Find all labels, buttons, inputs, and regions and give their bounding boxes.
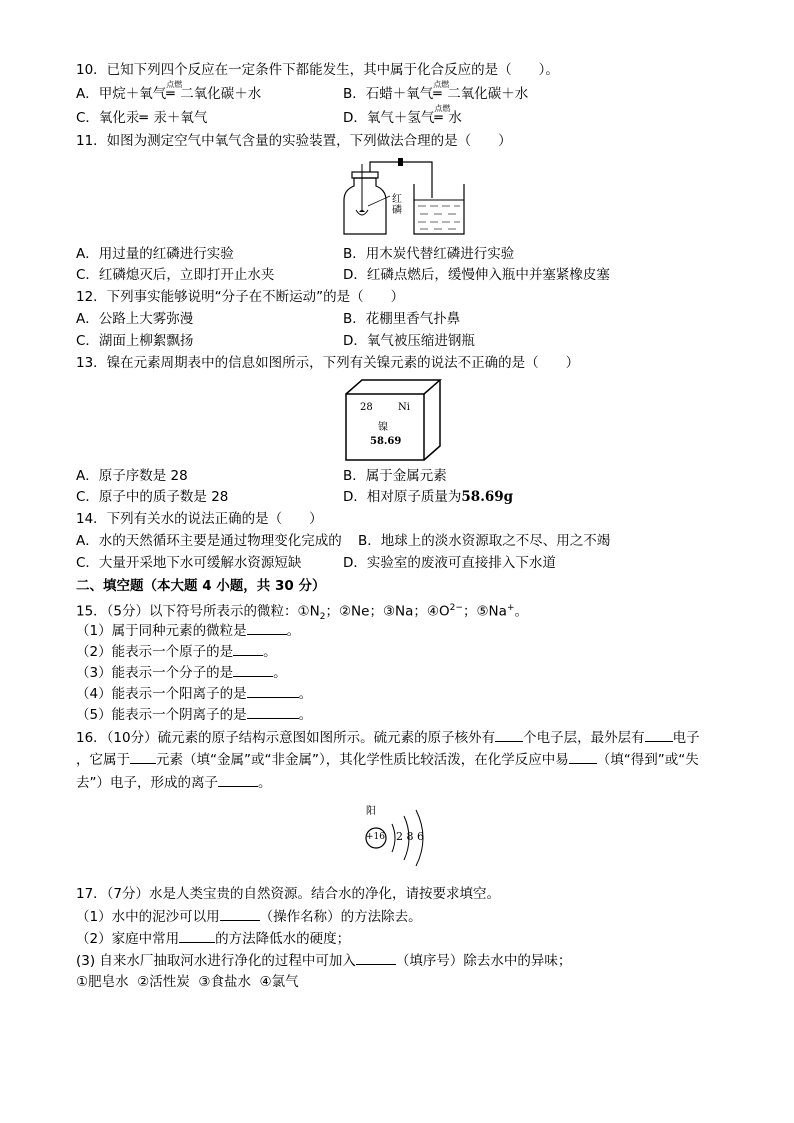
nucleus-charge: +16 (366, 832, 385, 842)
q10-option-d: D．氧气＋氢气 点燃 ═ 水 (343, 104, 462, 126)
q15-sub5: （5）能表示一个阴离子的是 。 (76, 704, 312, 725)
red-phosphorus-label: 红磷 (392, 194, 402, 216)
q16-line3: 去”）电子，形成的离子 。 (76, 772, 272, 793)
section-title: 二、填空题（本大题 4 小题，共 30 分） (76, 578, 326, 594)
answer-blank[interactable] (233, 641, 263, 656)
q14-option-c: C．大量开采地下水可缓解水资源短缺 (76, 555, 302, 571)
q12-stem: 12．下列事实能够说明“分子在不断运动”的是（ ） (76, 289, 405, 305)
q11-option-a: A．用过量的红磷进行实验 (76, 246, 234, 262)
element-symbol: Ni (398, 402, 410, 413)
q15-stem: 15．（5分）以下符号所表示的微粒：$①N_2$；②Ne；③Na；$④O^{2-}$；⑤Na+。 (76, 603, 528, 623)
q14-option-a: A．水的天然循环主要是通过物理变化完成的 (76, 533, 342, 549)
reaction-arrow-icon: 点燃 ═ (166, 80, 183, 102)
q13-option-d: D．相对原子质量为58.69g (343, 489, 514, 505)
q17-sub2: （2）家庭中常用 的方法降低水的硬度； (76, 928, 350, 949)
q10-option-b: B．石蜡＋氧气 点燃 ═ 二氧化碳＋水 (343, 80, 529, 102)
answer-blank[interactable] (179, 928, 215, 943)
q10-option-a: A．甲烷＋氧气 点燃 ═ 二氧化碳＋水 (76, 80, 262, 102)
answer-blank[interactable] (356, 950, 396, 965)
q12-option-d: D．氧气被压缩进钢瓶 (343, 333, 475, 349)
reaction-arrow-icon: 点燃 ═ (433, 80, 450, 102)
q10-option-c: C．氧化汞═ 汞＋氧气 (76, 110, 208, 126)
q15-sub1: （1）属于同种元素的微粒是 。 (76, 620, 300, 641)
atomic-mass: 58.69 (370, 436, 402, 447)
q17-sub1: （1）水中的泥沙可以用 （操作名称）的方法除去。 (76, 906, 422, 927)
q12-option-c: C．湖面上柳絮飘扬 (76, 333, 194, 349)
oxygen-measurement-apparatus-figure (340, 158, 470, 238)
answer-blank[interactable] (645, 727, 673, 742)
q16-line2: ，它属于 元素（填“金属”或“非金属”），其化学性质比较活泼，在化学反应中易 （填“得到”或“失 (76, 749, 699, 770)
q17-options: ①肥皂水 ②活性炭 ③食盐水 ④氯气 (76, 974, 299, 990)
q11-option-c: C．红磷熄灭后，立即打开止水夹 (76, 267, 275, 283)
q14-option-d: D．实验室的废液可直接排入下水道 (343, 555, 556, 571)
answer-blank[interactable] (130, 749, 156, 764)
q11-stem: 11．如图为测定空气中氧气含量的实验装置，下列做法合理的是（ ） (76, 133, 512, 149)
q17-sub3: (3) 自来水厂抽取河水进行净化的过程中可加入 （填序号）除去水中的异味； (76, 950, 571, 971)
q10-stem: 10．已知下列四个反应在一定条件下都能发生，其中属于化合反应的是（ ）。 (76, 62, 559, 78)
q12-option-b: B．花棚里香气扑鼻 (343, 311, 461, 327)
answer-blank[interactable] (569, 749, 597, 764)
q12-option-a: A．公路上大雾弥漫 (76, 311, 194, 327)
q13-option-b: B．属于金属元素 (343, 468, 447, 484)
answer-blank[interactable] (247, 620, 287, 635)
q15-sub3: （3）能表示一个分子的是 。 (76, 662, 287, 683)
reaction-arrow-icon: ═ (139, 110, 148, 126)
q13-stem: 13．镍在元素周期表中的信息如图所示，下列有关镍元素的说法不正确的是（ ） (76, 355, 580, 371)
q11-option-d: D．红磷点燃后，缓慢伸入瓶中并塞紧橡皮塞 (343, 267, 610, 283)
q17-stem: 17．（7分）水是人类宝贵的自然资源。结合水的净化，请按要求填空。 (76, 886, 501, 902)
answer-blank[interactable] (220, 906, 260, 921)
q13-option-c: C．原子中的质子数是 28 (76, 489, 229, 505)
electron-shells: 2 8 6 (396, 830, 424, 843)
q15-sub2: （2）能表示一个原子的是 。 (76, 641, 277, 662)
q14-option-b: B．地球上的淡水资源取之不尽、用之不竭 (358, 533, 611, 549)
q16-line1: 16．（10分）硫元素的原子结构示意图如图所示。硫元素的原子核外有 个电子层，最外层有 电子 (76, 727, 700, 748)
answer-blank[interactable] (495, 727, 523, 742)
reaction-arrow-icon: 点燃 ═ (434, 104, 451, 126)
figure-tag: 阳 (366, 806, 376, 817)
nickel-element-cell-figure (344, 378, 444, 462)
q13-option-a: A．原子序数是 28 (76, 468, 188, 484)
q15-sub4: （4）能表示一个阳离子的是 。 (76, 683, 312, 704)
sulfur-atomic-structure-figure (362, 802, 442, 872)
answer-blank[interactable] (247, 704, 299, 719)
element-name: 镍 (378, 422, 388, 433)
atomic-number: 28 (360, 402, 373, 413)
answer-blank[interactable] (247, 683, 299, 698)
answer-blank[interactable] (233, 662, 273, 677)
q14-stem: 14．下列有关水的说法正确的是（ ） (76, 511, 323, 527)
q11-option-b: B．用木炭代替红磷进行实验 (343, 246, 515, 262)
answer-blank[interactable] (218, 772, 258, 787)
